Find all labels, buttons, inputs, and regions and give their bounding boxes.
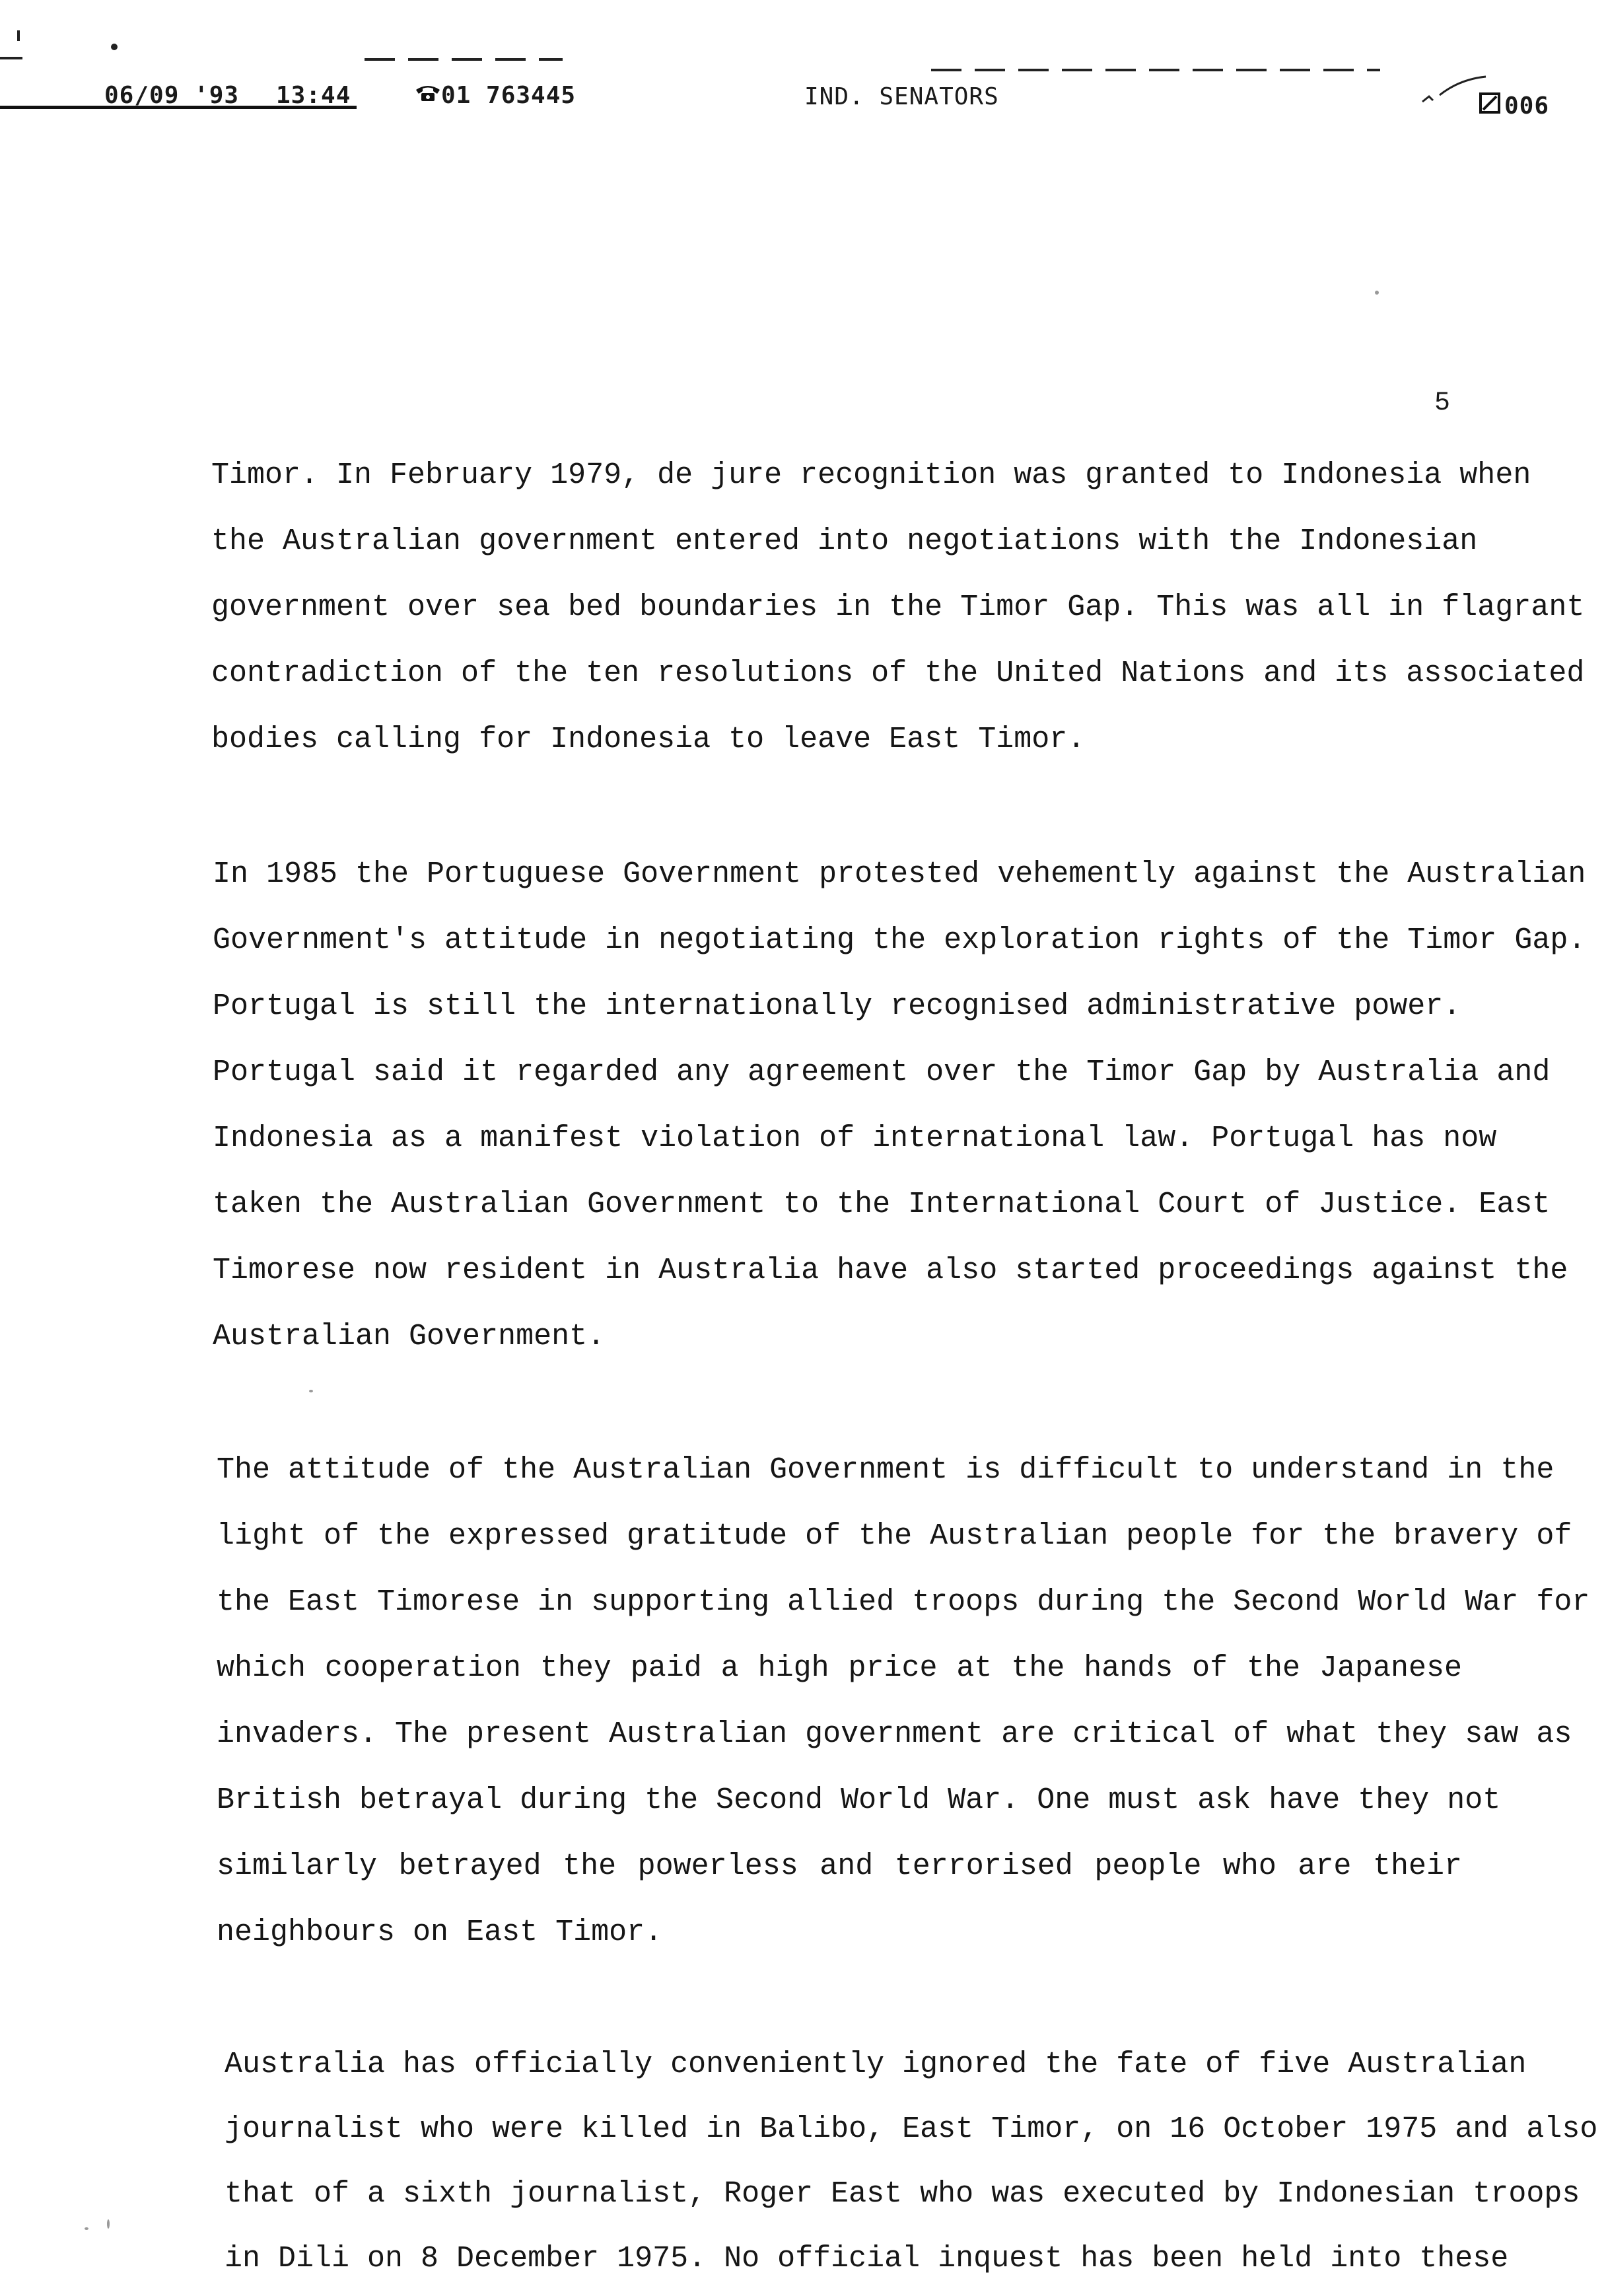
text-line: government over sea bed boundaries in the Timor Gap. This was all in flagrant [211, 591, 1585, 624]
fax-phone [415, 82, 576, 109]
text-line: bodies calling for Indonesia to leave East Timor. [211, 723, 1086, 756]
text-line: similarly betrayed the powerless and terrorised people who are their [217, 1849, 1462, 1883]
text-line: which cooperation they paid a high price at the hands of the Japanese [217, 1651, 1462, 1685]
text-line: In 1985 the Portuguese Government protested vehemently against the Australian [213, 857, 1586, 891]
text-line: light of the expressed gratitude of the Australian people for the bravery of [217, 1519, 1572, 1553]
text-line: that of a sixth journalist, Roger East who was executed by Indonesian troops [225, 2177, 1580, 2211]
fax-header [0, 0, 1606, 132]
text-line: contradiction of the ten resolutions of the United Nations and its associated [211, 657, 1585, 690]
fax-page-code: 006 [1504, 92, 1550, 120]
fax-page-icon [1479, 92, 1500, 120]
scan-speck [107, 2219, 110, 2229]
text-line: Australia has officially conveniently ignored the fate of five Australian [225, 2048, 1527, 2081]
text-line: Timor. In February 1979, de jure recognition was granted to Indonesia when [211, 458, 1531, 492]
fax-phone-number: 01 763445 [441, 82, 576, 109]
fax-date: 06/09 '93 [104, 82, 240, 109]
fax-mark [111, 44, 118, 50]
text-line: taken the Australian Government to the International Court of Justice. East [213, 1188, 1551, 1221]
text-line: Portugal is still the internationally recognised administrative power. [213, 989, 1461, 1023]
fax-header-dash-line [365, 58, 563, 61]
paragraph-4 [225, 2045, 1598, 2296]
text-line: British betrayal during the Second World War. One must ask have they not [217, 1783, 1501, 1817]
fax-page-indicator [1479, 92, 1549, 120]
fax-header-dash-line [931, 69, 1380, 71]
text-line: the East Timorese in supporting allied troops during the Second World War for [217, 1585, 1590, 1619]
scan-speck [85, 2227, 88, 2230]
fax-mark [17, 30, 20, 41]
page-number: 5 [1434, 388, 1451, 418]
scan-speck [309, 1390, 313, 1392]
fax-mark [0, 57, 22, 59]
telephone-icon [415, 82, 441, 109]
text-line: The attitude of the Australian Government is difficult to understand in the [217, 1453, 1554, 1487]
paragraph-2 [213, 855, 1586, 1357]
text-line: the Australian government entered into negotiations with the Indonesian [211, 524, 1478, 558]
text-line: Government's attitude in negotiating the exploration rights of the Timor Gap. [213, 923, 1586, 957]
fax-time: 13:44 [276, 82, 351, 109]
text-line: Portugal said it regarded any agreement over the Timor Gap by Australia and [213, 1056, 1551, 1089]
text-line: Australian Government. [213, 1320, 606, 1353]
paragraph-1 [211, 456, 1585, 786]
fax-sender: IND. SENATORS [804, 83, 999, 110]
text-line: journalist who were killed in Balibo, East Timor, on 16 October 1975 and also [225, 2112, 1598, 2146]
paragraph-3 [217, 1451, 1590, 1953]
text-line: neighbours on East Timor. [217, 1916, 663, 1949]
scan-speck [1375, 291, 1379, 295]
text-line: Indonesia as a manifest violation of international law. Portugal has now [213, 1122, 1497, 1155]
text-line: in Dili on 8 December 1975. No official inquest has been held into these [225, 2242, 1509, 2276]
text-line: invaders. The present Australian government are critical of what they saw as [217, 1717, 1572, 1751]
text-line: Timorese now resident in Australia have also started proceedings against the [213, 1254, 1568, 1287]
